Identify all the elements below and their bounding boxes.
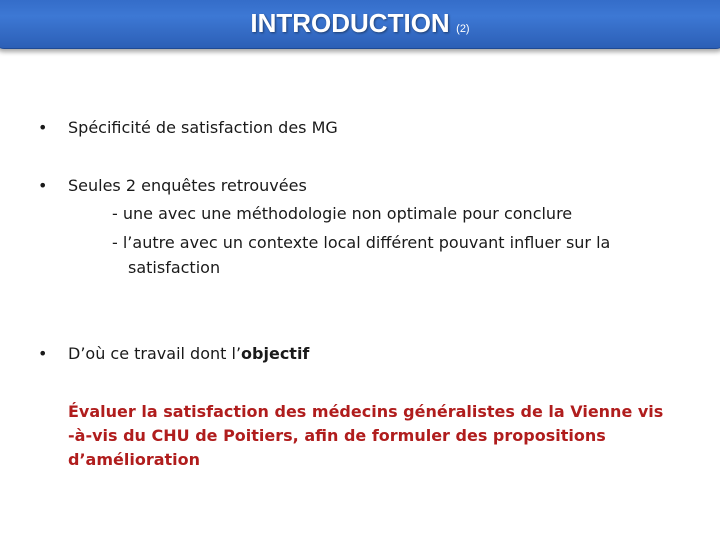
bullet-text bbox=[68, 342, 309, 366]
objective-line: -à-vis du CHU de Poitiers, afin de formuler des propositions bbox=[68, 426, 606, 445]
title-main: INTRODUCTION bbox=[250, 8, 450, 38]
objective-statement bbox=[68, 400, 698, 472]
bullet-dot: • bbox=[38, 118, 48, 137]
bullet-text-bold: objectif bbox=[241, 344, 310, 363]
slide-title bbox=[0, 8, 720, 39]
title-number: (2) bbox=[456, 23, 470, 35]
bullet-text: Seules 2 enquêtes retrouvées bbox=[68, 176, 307, 195]
objective-line: d’amélioration bbox=[68, 450, 201, 469]
bullet-text-plain: D’où ce travail dont l’ bbox=[68, 344, 242, 363]
subline-contexte: - l’autre avec un contexte local différent pouvant influer sur la bbox=[112, 233, 611, 252]
subline-methodologie: - une avec une méthodologie non optimale pour conclure bbox=[112, 204, 573, 223]
subline-satisfaction: satisfaction bbox=[128, 258, 221, 277]
objective-line: Évaluer la satisfaction des médecins généralistes de la Vienne vis bbox=[68, 402, 664, 421]
bullet-dot: • bbox=[38, 344, 48, 363]
bullet-dot: • bbox=[38, 176, 48, 195]
bullet-text: Spécificité de satisfaction des MG bbox=[68, 118, 338, 137]
